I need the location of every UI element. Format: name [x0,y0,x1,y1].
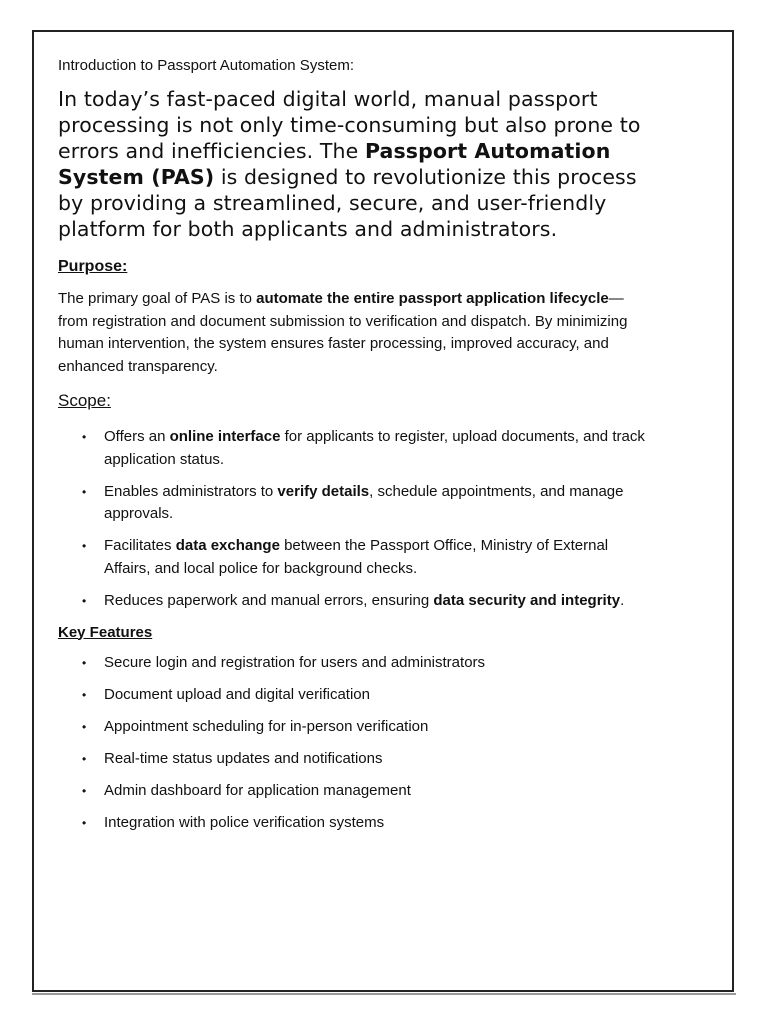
scope-item-text: . [620,591,625,609]
list-item [58,812,648,835]
bullet-icon: • [82,655,87,670]
scope-item-bold: data security and integrity [433,591,621,609]
list-item [58,748,648,771]
lead-bold-pas: Passport Automation System (PAS) [58,139,611,189]
intro-label: Introduction to Passport Automation System: [58,57,354,74]
scope-item-text: Facilitates [104,537,176,554]
scope-item-bold: verify details [277,482,370,500]
list-item [58,590,648,613]
bullet-icon: • [82,593,87,608]
scope-item-text: for applicants to register, upload documents, and track application status. [104,428,645,468]
lead-text-1: In today’s fast-paced digital world, manual passport processing is not only time-consuming but also prone to errors and inefficiencies. The [58,87,641,163]
key-features-heading: Key Features [58,623,153,641]
scope-item-text: , schedule appointments, and manage approvals. [104,482,624,522]
document-content [58,56,648,844]
key-feature-text: Admin dashboard for application management [104,781,411,799]
scope-list [58,426,648,612]
scope-item-bold: online interface [169,428,281,445]
list-item [58,684,648,707]
bullet-icon: • [82,484,87,499]
list-item [58,652,648,675]
purpose-heading: Purpose: [58,258,128,275]
key-feature-text: Document upload and digital verification [104,685,370,703]
list-item [58,426,648,471]
bullet-icon: • [82,783,87,798]
purpose-text-1: The primary goal of PAS is to [58,290,257,307]
bullet-icon: • [82,539,87,553]
scope-item-text: Enables administrators to [104,482,278,500]
scope-heading: Scope: [58,391,111,410]
bullet-icon: • [82,687,87,702]
lead-paragraph [58,86,648,242]
purpose-paragraph [58,288,648,378]
page-shadow [32,993,736,995]
scope-item-text: between the Passport Office, Ministry of External Affairs, and local police for background checks. [104,537,609,577]
list-item [58,780,648,803]
list-item [58,535,648,580]
bullet-icon: • [82,815,87,830]
key-feature-text: Real-time status updates and notifications [104,749,383,767]
scope-item-bold: data exchange [175,537,280,554]
lead-text-2: is designed to revolutionize this process by providing a streamlined, secure, and user-friendly platform for both applicants and administrators. [58,165,637,241]
key-feature-text: Secure login and registration for users and administrators [104,653,486,671]
purpose-bold: automate the entire passport application lifecycle [256,290,609,307]
bullet-icon: • [82,430,87,444]
scope-item-text: Offers an [104,428,170,445]
list-item [58,716,648,739]
key-feature-text: Integration with police verification systems [104,813,385,831]
key-feature-text: Appointment scheduling for in-person verification [104,717,429,735]
list-item [58,481,648,526]
scope-item-text: Reduces paperwork and manual errors, ensuring [104,591,434,609]
purpose-text-2: —from registration and document submission to verification and dispatch. By minimizing human intervention, the system ensures faster processing, improved accuracy, and enhanced transparency. [58,290,628,375]
bullet-icon: • [82,751,87,766]
key-features-list [58,652,648,835]
bullet-icon: • [82,719,87,734]
